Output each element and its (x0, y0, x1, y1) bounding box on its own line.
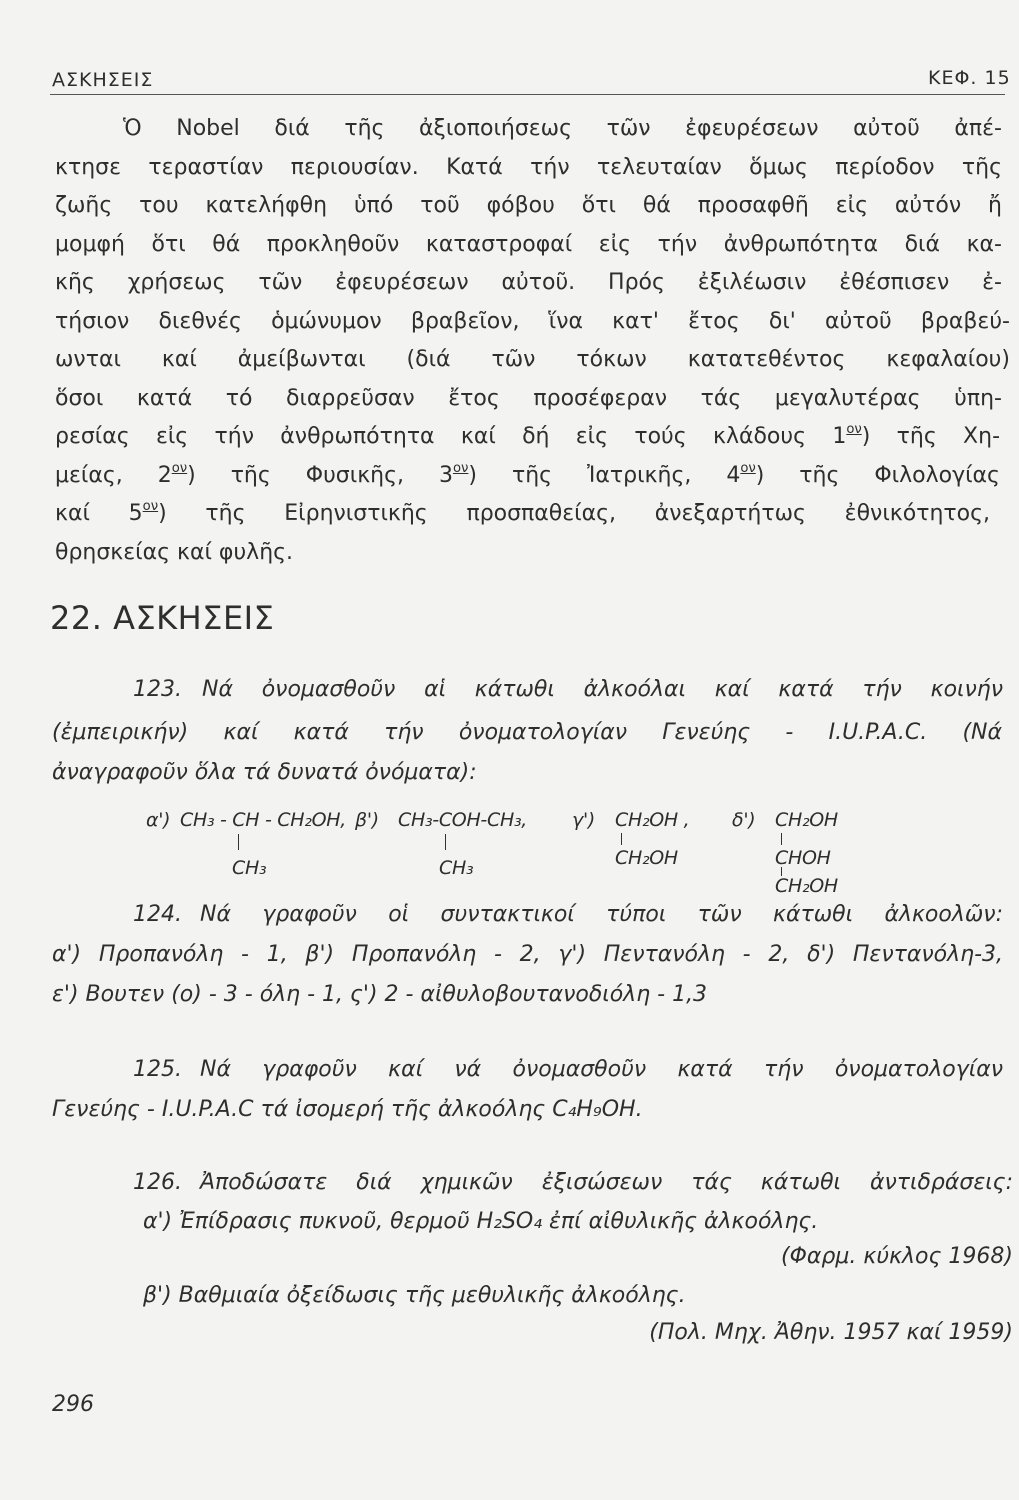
exercise-124-line-2-text: α') Προπανόλη - 1, β') Προπανόλη - 2, γ') Πεντανόλη - 2, δ') Πεντανόλη-3, (52, 942, 1003, 967)
exercise-123-line-1-text: Νά ὀνομασθοῦν αἱ κάτωθι ἀλκοόλαι καί κατά τήν κοινήν (202, 677, 1003, 702)
exercise-number-123: 123. (133, 677, 182, 702)
formula-d-branch-2: CH₂OH (775, 875, 838, 897)
intro-line-10-text (55, 463, 1000, 488)
exercise-125-line-2-text: Γενεύης - I.U.P.A.C τά ἰσομερή τῆς ἀλκοόλης C₄H₉OH. (52, 1097, 643, 1122)
formula-d-main: CH₂OH (775, 809, 838, 831)
intro-line-7-text: ωνται καί ἀμείβωνται (διά τῶν τόκων κατατεθέντος κεφαλαίου) (55, 347, 1010, 372)
ordinal-suffix: ον (740, 461, 756, 477)
intro-line-6-text: τήσιον διεθνές ὁμώνυμον βραβεῖον, ἵνα κατ' ἔτος δι' αὐτοῦ βραβεύ- (55, 309, 1010, 334)
exercise-number-125: 125. (133, 1057, 182, 1082)
running-header-chapter: ΚΕΦ. 15 (928, 67, 1011, 89)
exercise-125-line-1-text: Νά γραφοῦν καί νά ὀνομασθοῦν κατά τήν ὀνοματολογίαν (200, 1057, 1003, 1082)
intro-line-5 (55, 269, 1002, 297)
formula-b-bond (445, 834, 446, 850)
intro-line-3 (55, 192, 1002, 220)
exercise-124-line-1 (200, 901, 1003, 929)
exercise-124-line-2 (52, 941, 1003, 969)
text-segment: ρεσίας εἰς τήν ἀνθρωπότητα καί δή εἰς τούς κλάδους 1 (55, 424, 847, 449)
exercise-126-line-1 (200, 1169, 1013, 1197)
intro-line-11-text (55, 501, 990, 526)
exercise-126-source-b (649, 1319, 1013, 1347)
intro-line-4 (55, 231, 1002, 259)
intro-line-12-text: θρησκείας καί φυλῆς. (55, 540, 294, 565)
formula-b-label: β') (355, 809, 379, 831)
formula-c-bond (621, 833, 622, 845)
ordinal-suffix: ον (846, 422, 862, 438)
formula-a-branch: CH₃ (232, 857, 267, 879)
formula-a-bond (238, 834, 239, 850)
intro-line-2 (55, 154, 1002, 182)
exercise-123-line-2-text: (ἐμπειρικήν) καί κατά τήν ὀνοματολογίαν Γενεύης - I.U.P.A.C. (Νά (52, 720, 1002, 745)
exercise-number-126: 126. (133, 1170, 182, 1195)
text-segment: ) τῆς Χη- (861, 424, 1001, 449)
exercise-125-line-1 (200, 1056, 1003, 1084)
text-segment: ) τῆς Φυσικῆς, 3 (187, 463, 453, 488)
exercise-124-line-3-text: ε') Βουτεν (ο) - 3 - όλη - 1, ς') 2 - αἰθυλοβουτανοδιόλη - 1,3 (52, 982, 708, 1007)
formula-c-branch: CH₂OH (615, 847, 678, 869)
header-rule (50, 94, 1005, 95)
text-segment: ) τῆς Ἰατρικῆς, 4 (468, 463, 741, 488)
text-segment: ) τῆς Εἰρηνιστικῆς προσπαθείας, ἀνεξαρτήτως ἐθνικότητος, (158, 501, 990, 526)
text-segment: ) τῆς Φιλολογίας (755, 463, 1000, 488)
ordinal-suffix: ον (452, 461, 469, 477)
intro-line-1 (123, 115, 1002, 143)
formula-c-main: CH₂OH , (615, 809, 690, 831)
intro-line-5-text: κῆς χρήσεως τῶν ἐφευρέσεων αὐτοῦ. Πρός ἐξιλέωσιν ἐθέσπισεν ἐ- (55, 270, 1002, 295)
formula-a-main: CH₃ - CH - CH₂OH, (180, 809, 346, 831)
exercise-123-line-2 (52, 719, 1002, 747)
exercise-126-item-b-text: β') Βαθμιαία ὀξείδωσις τῆς μεθυλικῆς ἀλκοόλης. (143, 1283, 686, 1308)
running-header-section: ΑΣΚΗΣΕΙΣ (52, 69, 154, 91)
formula-d-label: δ') (732, 809, 756, 831)
exercise-126-item-a (143, 1208, 818, 1236)
exercise-126-line-1-text: Ἀποδώσατε διά χημικῶν ἐξισώσεων τάς κάτωθι ἀντιδράσεις: (200, 1170, 1013, 1195)
formula-d-bond-1 (781, 833, 782, 845)
exercise-126-item-b (143, 1282, 686, 1310)
exercise-126-item-a-text: α') Ἐπίδρασις πυκνοῦ, θερμοῦ H₂SO₄ ἐπί αἰθυλικῆς ἀλκοόλης. (143, 1209, 819, 1234)
intro-line-2-text: κτησε τεραστίαν περιουσίαν. Κατά τήν τελευταίαν ὅμως περίοδον τῆς (55, 155, 1002, 180)
ordinal-suffix: ον (142, 499, 159, 515)
exercise-123-line-3-text: ἀναγραφοῦν ὅλα τά δυνατά ὀνόματα): (52, 760, 477, 785)
intro-line-11 (55, 500, 990, 528)
exercise-123-line-3 (52, 759, 477, 787)
exercise-126-source-a (781, 1243, 1013, 1271)
text-segment: καί 5 (55, 501, 143, 526)
intro-line-8 (55, 385, 1002, 413)
section-heading: 22. ΑΣΚΗΣΕΙΣ (50, 599, 275, 637)
intro-line-12 (55, 539, 293, 567)
formula-b-main: CH₃-COH-CH₃, (398, 809, 528, 831)
intro-line-4-text: μομφή ὅτι θά προκληθοῦν καταστροφαί εἰς τήν ἀνθρωπότητα διά κα- (55, 232, 1002, 257)
intro-line-8-text: ὅσοι κατά τό διαρρεῦσαν ἔτος προσέφεραν τάς μεγαλυτέρας ὑπη- (55, 386, 1002, 411)
intro-line-3-text: ζωῆς του κατελήφθη ὑπό τοῦ φόβου ὅτι θά προσαφθῆ εἰς αὐτόν ἤ (55, 193, 1002, 218)
formula-b-branch: CH₃ (439, 857, 474, 879)
ordinal-suffix: ον (171, 461, 188, 477)
intro-line-10 (55, 462, 1000, 490)
exercise-124-line-3 (52, 981, 707, 1009)
intro-line-1-text: Ὁ Nobel διά τῆς ἀξιοποιήσεως τῶν ἐφευρέσεων αὐτοῦ ἀπέ- (123, 116, 1002, 141)
intro-line-9-text (55, 424, 1000, 449)
exercise-124-line-1-text: Νά γραφοῦν οἱ συντακτικοί τύποι τῶν κάτωθι ἀλκοολῶν: (200, 902, 1003, 927)
exercise-number-124: 124. (133, 902, 182, 927)
exercise-123-line-1 (202, 676, 1003, 704)
formula-d-branch: CHOH (775, 847, 831, 869)
intro-line-7 (55, 346, 1010, 374)
exercise-125-line-2 (52, 1096, 643, 1124)
page-number: 296 (52, 1392, 94, 1417)
exercise-126-source-b-text: (Πολ. Μηχ. Ἀθην. 1957 καί 1959) (649, 1320, 1013, 1345)
intro-line-6 (55, 308, 1010, 336)
intro-line-9 (55, 423, 1000, 451)
text-segment: μείας, 2 (55, 463, 172, 488)
exercise-126-source-a-text: (Φαρμ. κύκλος 1968) (781, 1244, 1013, 1269)
formula-c-label: γ') (572, 809, 595, 831)
formula-a-label: α') (146, 809, 171, 831)
